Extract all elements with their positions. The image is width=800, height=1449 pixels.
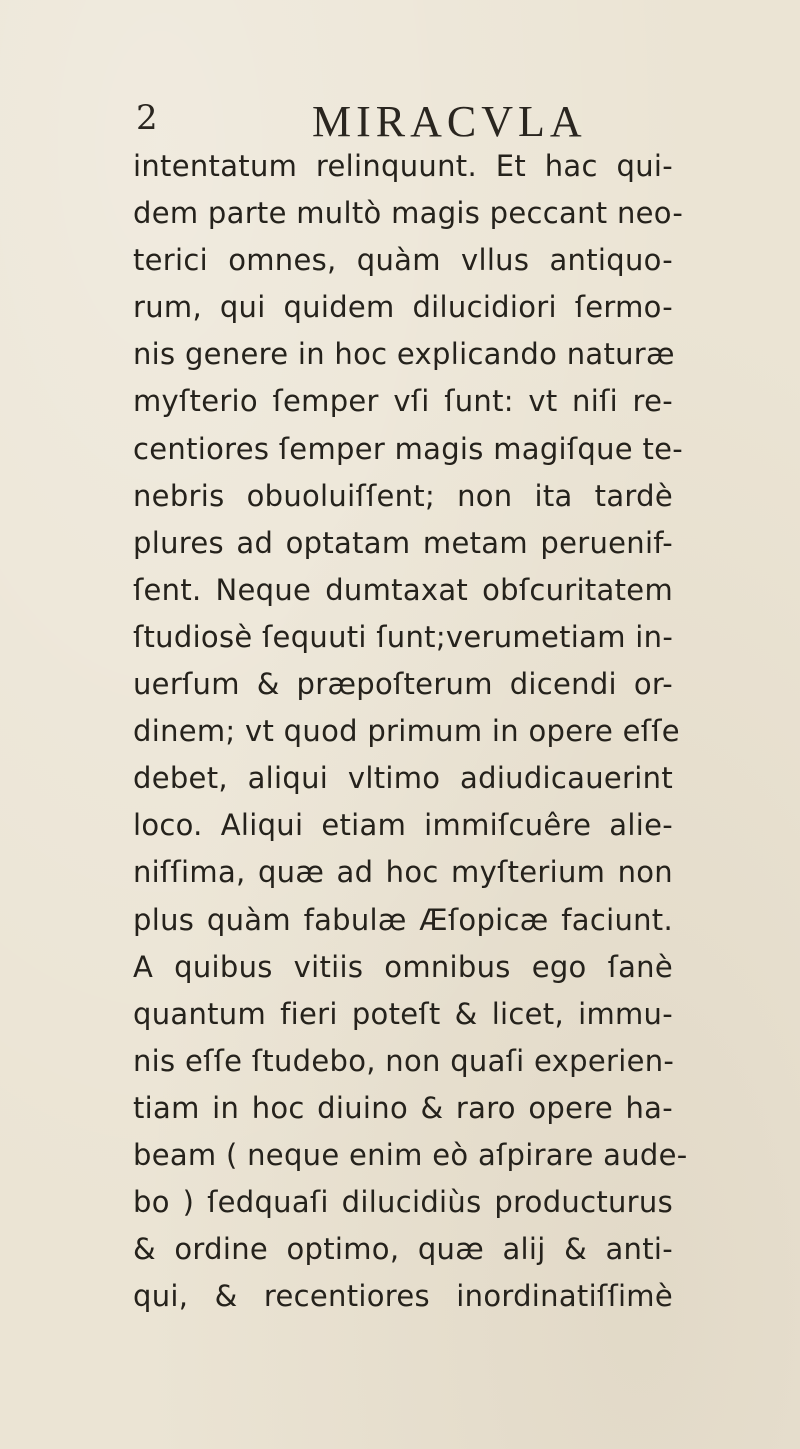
text-line: dem parte multò magis peccant neo- (133, 196, 684, 231)
text-line: centiores ſemper magis magiſque te- (133, 431, 684, 466)
text-line: beam ( neque enim eò aſpirare aude- (133, 1137, 688, 1172)
text-line: ſent. Neque dumtaxat obſcuritatem (133, 572, 673, 607)
text-line: plures ad optatam metam peruenif- (133, 525, 673, 560)
text-line: debet, aliqui vltimo adiudicauerint (133, 761, 673, 796)
text-line: ſtudiosè ſequuti ſunt;verumetiam in- (133, 619, 674, 654)
text-line: nis genere in hoc explicando naturæ (133, 337, 675, 372)
text-line: qui, & recentiores inordinatiſſimè (133, 1279, 673, 1314)
page-header (136, 96, 656, 148)
text-line: intentatum relinquunt. Et hac qui- (133, 149, 673, 183)
text-line: tiam in hoc diuino & raro opere ha- (133, 1090, 673, 1125)
text-line: & ordine optimo, quæ alij & anti- (133, 1232, 673, 1267)
text-line: rum, qui quidem dilucidiori ſermo- (133, 290, 673, 325)
text-line: uerſum & præpoſterum dicendi or- (133, 667, 673, 702)
text-line: quantum fieri poteſt & licet, immu- (133, 996, 673, 1031)
text-line: A quibus vitiis omnibus ego ſanè (133, 949, 673, 984)
page-number: 2 (136, 98, 158, 138)
text-line: dinem; vt quod primum in opere eſſe (133, 714, 680, 749)
text-line: nebris obuoluiſſent; non ita tardè (133, 478, 673, 513)
running-head: MIRACVLA (312, 97, 587, 146)
text-line: niſſima, quæ ad hoc myſterium non (133, 855, 673, 890)
body-text (133, 143, 688, 1320)
text-line: loco. Aliqui etiam immiſcuêre alie- (133, 808, 673, 843)
text-line: nis eſſe ſtudebo, non quaſi experien- (133, 1043, 675, 1078)
text-line: bo ) ſedquaſi dilucidiùs producturus (133, 1185, 673, 1220)
text-line: myſterio ſemper vſi ſunt: vt niſi re- (133, 384, 673, 419)
text-line: plus quàm fabulæ Æſopicæ faciunt. (133, 902, 673, 937)
text-line: terici omnes, quàm vllus antiquo- (133, 243, 673, 278)
